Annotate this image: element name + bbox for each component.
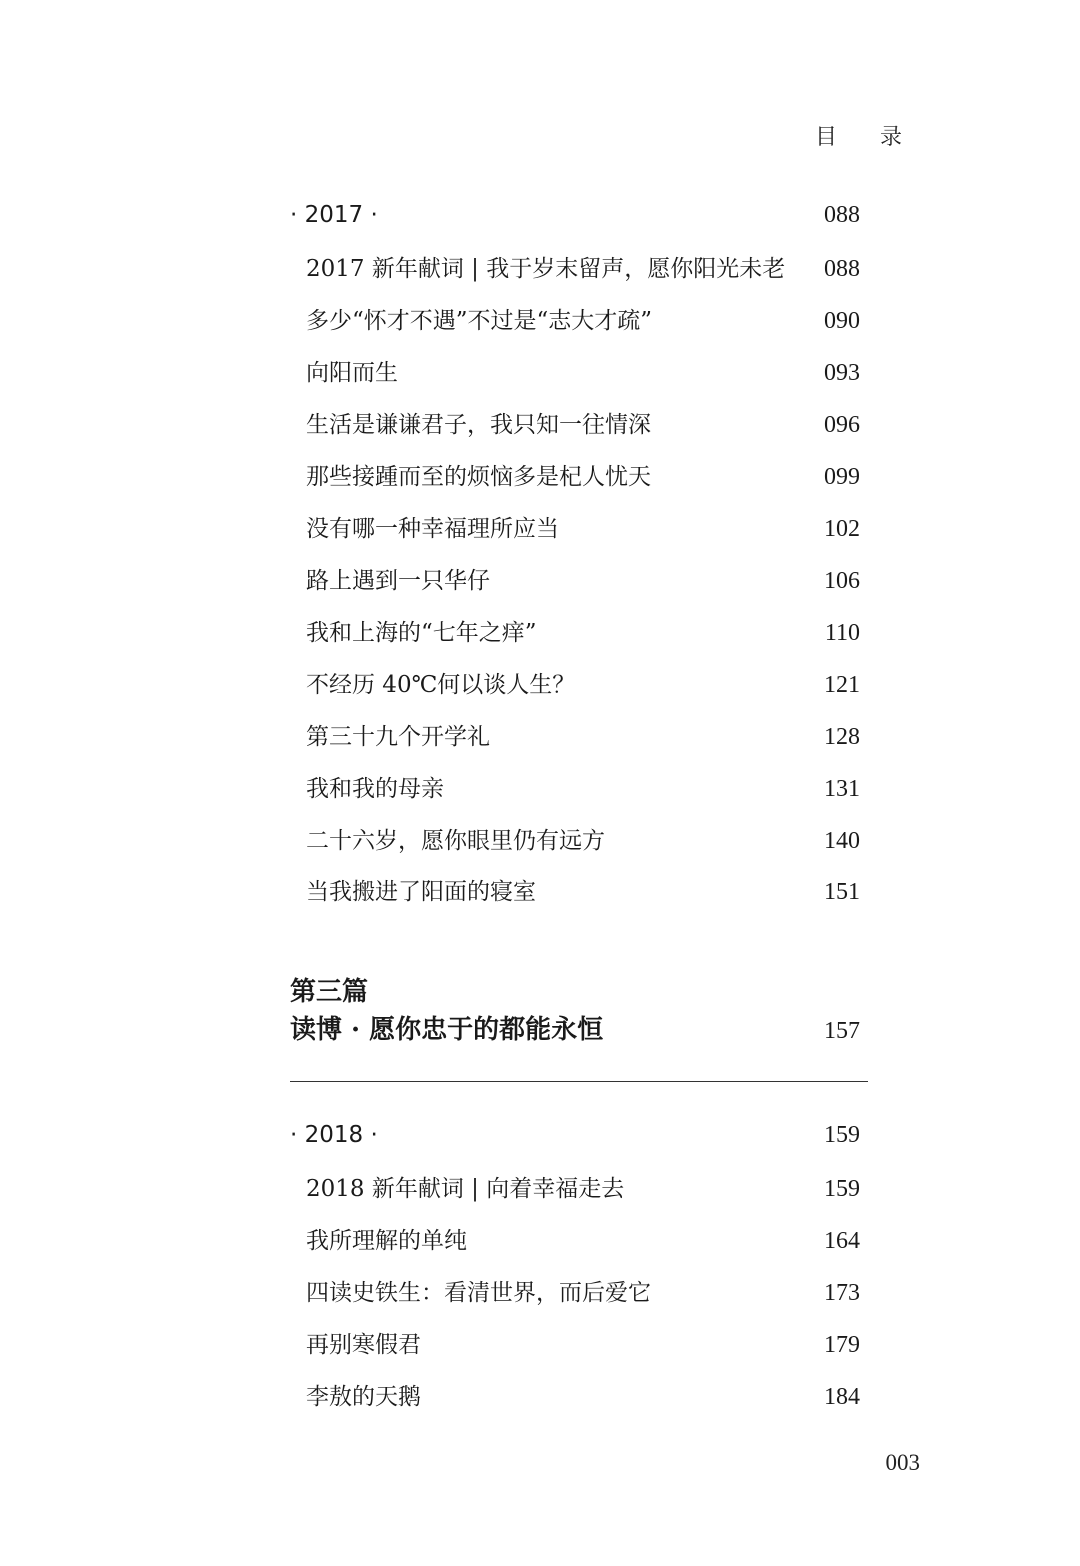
toc-entry[interactable] [290, 826, 860, 856]
entry-title: 2017 新年献词 | 我于岁末留声，愿你阳光未老 [306, 256, 786, 282]
entry-title: 生活是谦谦君子，我只知一往情深 [306, 412, 651, 438]
entry-title: 我所理解的单纯 [306, 1228, 467, 1254]
toc-entry[interactable] [290, 254, 860, 284]
toc-part-heading[interactable] [290, 1015, 860, 1046]
toc-entry[interactable] [290, 722, 860, 752]
toc-entry[interactable] [290, 1278, 860, 1308]
toc-year-heading-2018[interactable] [290, 1120, 860, 1150]
entry-title: 2018 新年献词 | 向着幸福走去 [306, 1176, 625, 1202]
section-divider [290, 1081, 868, 1082]
entry-title: 向阳而生 [306, 360, 398, 386]
page-ref: 102 [824, 516, 860, 542]
entry-title: 我和上海的“七年之痒” [306, 620, 537, 646]
page-ref: 096 [824, 412, 860, 438]
part-title: 读博 · 愿你忠于的都能永恒 [290, 1015, 604, 1045]
part-label: 第三篇 [290, 977, 369, 1007]
toc-entry[interactable] [290, 877, 860, 907]
toc-entry[interactable] [290, 618, 860, 648]
year-label: · 2018 · [290, 1122, 378, 1148]
toc-entry[interactable] [290, 410, 860, 440]
page-ref: 088 [824, 202, 860, 228]
entry-title: 李敖的天鹅 [306, 1384, 421, 1410]
page-ref: 093 [824, 360, 860, 386]
toc-entry[interactable] [290, 462, 860, 492]
page-ref: 179 [824, 1332, 860, 1358]
toc-entry[interactable] [290, 670, 860, 700]
page-ref: 173 [824, 1280, 860, 1306]
page-ref: 099 [824, 464, 860, 490]
entry-title: 四读史铁生：看清世界，而后爱它 [306, 1280, 651, 1306]
page-ref: 140 [824, 828, 860, 854]
toc-entry[interactable] [290, 1330, 860, 1360]
entry-title: 那些接踵而至的烦恼多是杞人忧天 [306, 464, 651, 490]
toc-year-heading-2017[interactable] [290, 200, 860, 230]
entry-title: 当我搬进了阳面的寝室 [306, 879, 536, 905]
entry-title: 再别寒假君 [306, 1332, 421, 1358]
year-label: · 2017 · [290, 202, 378, 228]
entry-title: 我和我的母亲 [306, 776, 444, 802]
page-ref: 159 [824, 1122, 860, 1148]
page-ref: 184 [824, 1384, 860, 1410]
entry-title: 第三十九个开学礼 [306, 724, 490, 750]
toc-entry[interactable] [290, 1382, 860, 1412]
page-ref: 106 [824, 568, 860, 594]
entry-title: 多少“怀才不遇”不过是“志大才疏” [306, 308, 653, 334]
toc-entry[interactable] [290, 358, 860, 388]
toc-entry[interactable] [290, 774, 860, 804]
entry-title: 路上遇到一只华仔 [306, 568, 490, 594]
toc-entry[interactable] [290, 566, 860, 596]
page-ref: 128 [824, 724, 860, 750]
page-ref: 157 [824, 1018, 860, 1044]
entry-title: 没有哪一种幸福理所应当 [306, 516, 559, 542]
toc-entry[interactable] [290, 306, 860, 336]
page-ref: 151 [824, 879, 860, 905]
running-header-title: 目 录 [815, 125, 920, 150]
entry-title: 二十六岁，愿你眼里仍有远方 [306, 828, 605, 854]
page-ref: 121 [824, 672, 860, 698]
page-ref: 159 [824, 1176, 860, 1202]
page-ref: 110 [824, 620, 860, 646]
toc-entry[interactable] [290, 514, 860, 544]
entry-title: 不经历 40℃何以谈人生？ [306, 672, 576, 698]
page-ref: 090 [824, 308, 860, 334]
page-number: 003 [885, 1450, 920, 1475]
page-ref: 164 [824, 1228, 860, 1254]
page-ref: 131 [824, 776, 860, 802]
page-ref: 088 [824, 256, 860, 282]
toc-entry[interactable] [290, 1226, 860, 1256]
toc-entry[interactable] [290, 1174, 860, 1204]
